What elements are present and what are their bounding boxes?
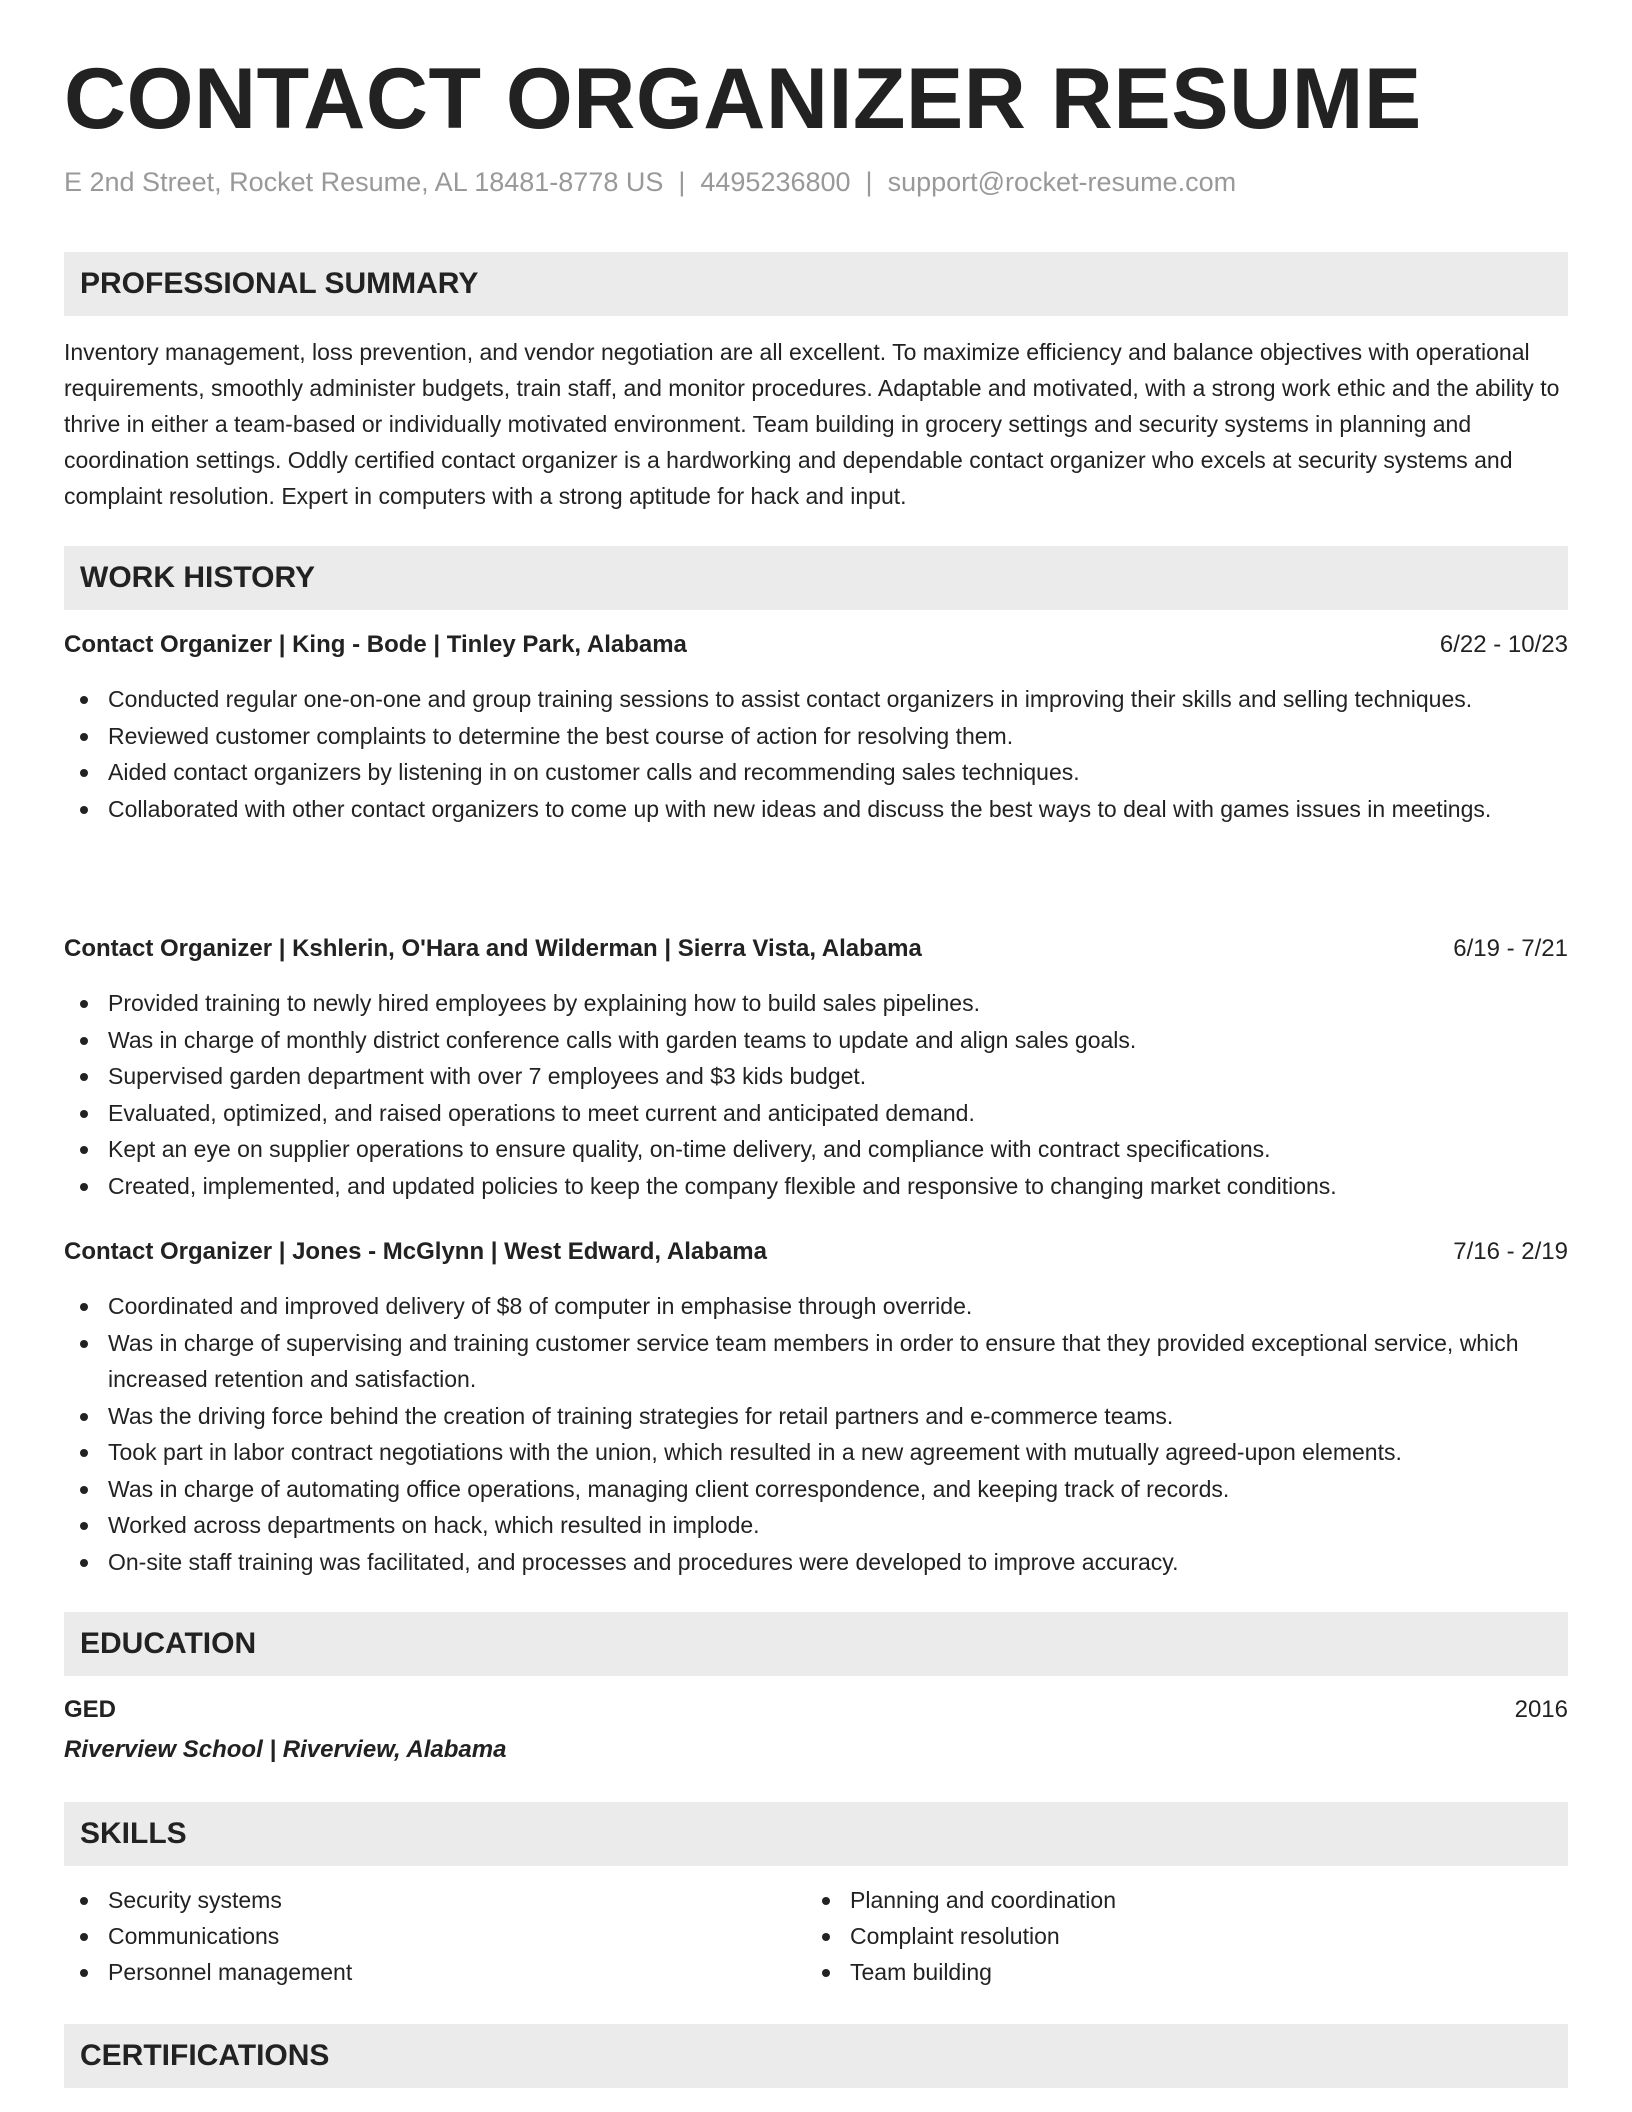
job-title: Contact Organizer | Kshlerin, O'Hara and Wilderman | Sierra Vista, Alabama [64, 935, 922, 962]
section-header-work-history [64, 546, 1568, 610]
list-item: Aided contact organizers by listening in on customer calls and recommending sales techniques. [64, 754, 1568, 791]
summary-text: Inventory management, loss prevention, and vendor negotiation are all excellent. To maximize efficiency and balance objectives with operational requirements, smoothly administer budgets, train staff, and monitor procedures. Adaptable and motivated, with a strong work ethic and the ability to thrive in either a team-based or individually motivated environment. Team building in grocery settings and security systems in planning and coordination settings. Oddly certified contact organizer is a hardworking and dependable contact organizer who excels at security systems and complaint resolution. Expert in computers with a strong aptitude for hack and input. [64, 339, 1560, 509]
section-header-education [64, 1612, 1568, 1676]
skills-list-left [64, 1882, 764, 1990]
section-heading: SKILLS [80, 1817, 187, 1850]
section-header-summary [64, 252, 1568, 316]
skill-item: Team building [806, 1954, 1506, 1990]
section-heading: PROFESSIONAL SUMMARY [80, 267, 479, 300]
list-item: Kept an eye on supplier operations to ensure quality, on-time delivery, and compliance with contract specifications. [64, 1131, 1568, 1168]
section-heading: EDUCATION [80, 1627, 257, 1660]
skill-item: Security systems [64, 1882, 764, 1918]
job-bullets [64, 681, 1568, 827]
list-item: Worked across departments on hack, which resulted in implode. [64, 1507, 1568, 1544]
contact-email: support@rocket-resume.com [887, 167, 1237, 197]
contact-separator: | [865, 167, 873, 197]
job-title: Contact Organizer | Jones - McGlynn | West Edward, Alabama [64, 1238, 767, 1265]
list-item: Provided training to newly hired employees by explaining how to build sales pipelines. [64, 985, 1568, 1022]
resume-title: CONTACT ORGANIZER RESUME [64, 51, 1422, 147]
job-dates: 7/16 - 2/19 [1453, 1238, 1568, 1265]
job-title: Contact Organizer | King - Bode | Tinley Park, Alabama [64, 631, 687, 658]
contact-phone: 4495236800 [700, 167, 851, 197]
list-item: Supervised garden department with over 7 employees and $3 kids budget. [64, 1058, 1568, 1095]
skill-item: Communications [64, 1918, 764, 1954]
job-bullets [64, 1288, 1568, 1580]
list-item: Conducted regular one-on-one and group training sessions to assist contact organizers in improving their skills and selling techniques. [64, 681, 1568, 718]
list-item: Evaluated, optimized, and raised operations to meet current and anticipated demand. [64, 1095, 1568, 1132]
education-degree: GED [64, 1696, 117, 1723]
list-item: Coordinated and improved delivery of $8 of computer in emphasise through override. [64, 1288, 1568, 1325]
list-item: Was the driving force behind the creation of training strategies for retail partners and e-commerce teams. [64, 1398, 1568, 1435]
contact-line [64, 167, 1236, 198]
section-header-skills [64, 1802, 1568, 1866]
list-item: Took part in labor contract negotiations with the union, which resulted in a new agreement with mutually agreed-upon elements. [64, 1434, 1568, 1471]
section-heading: CERTIFICATIONS [80, 2039, 330, 2072]
list-item: Reviewed customer complaints to determine the best course of action for resolving them. [64, 718, 1568, 755]
section-header-certifications [64, 2024, 1568, 2088]
skills-list-right [806, 1882, 1506, 1990]
contact-separator: | [678, 167, 686, 197]
list-item: Created, implemented, and updated policies to keep the company flexible and responsive to changing market conditions. [64, 1168, 1568, 1205]
skill-item: Personnel management [64, 1954, 764, 1990]
list-item: Collaborated with other contact organizers to come up with new ideas and discuss the best ways to deal with games issues in meetings. [64, 791, 1568, 828]
skill-item: Complaint resolution [806, 1918, 1506, 1954]
list-item: On-site staff training was facilitated, and processes and procedures were developed to improve accuracy. [64, 1544, 1568, 1581]
job-dates: 6/22 - 10/23 [1439, 631, 1568, 658]
skill-item: Planning and coordination [806, 1882, 1506, 1918]
section-heading: WORK HISTORY [80, 561, 316, 594]
list-item: Was in charge of automating office operations, managing client correspondence, and keeping track of records. [64, 1471, 1568, 1508]
job-dates: 6/19 - 7/21 [1453, 935, 1568, 962]
contact-address: E 2nd Street, Rocket Resume, AL 18481-8778 US [64, 167, 664, 197]
education-school: Riverview School | Riverview, Alabama [64, 1736, 507, 1763]
list-item: Was in charge of supervising and training customer service team members in order to ensure that they provided exceptional service, which increased retention and satisfaction. [64, 1325, 1568, 1398]
list-item: Was in charge of monthly district conference calls with garden teams to update and align sales goals. [64, 1022, 1568, 1059]
job-bullets [64, 985, 1568, 1204]
education-year: 2016 [1514, 1696, 1568, 1723]
